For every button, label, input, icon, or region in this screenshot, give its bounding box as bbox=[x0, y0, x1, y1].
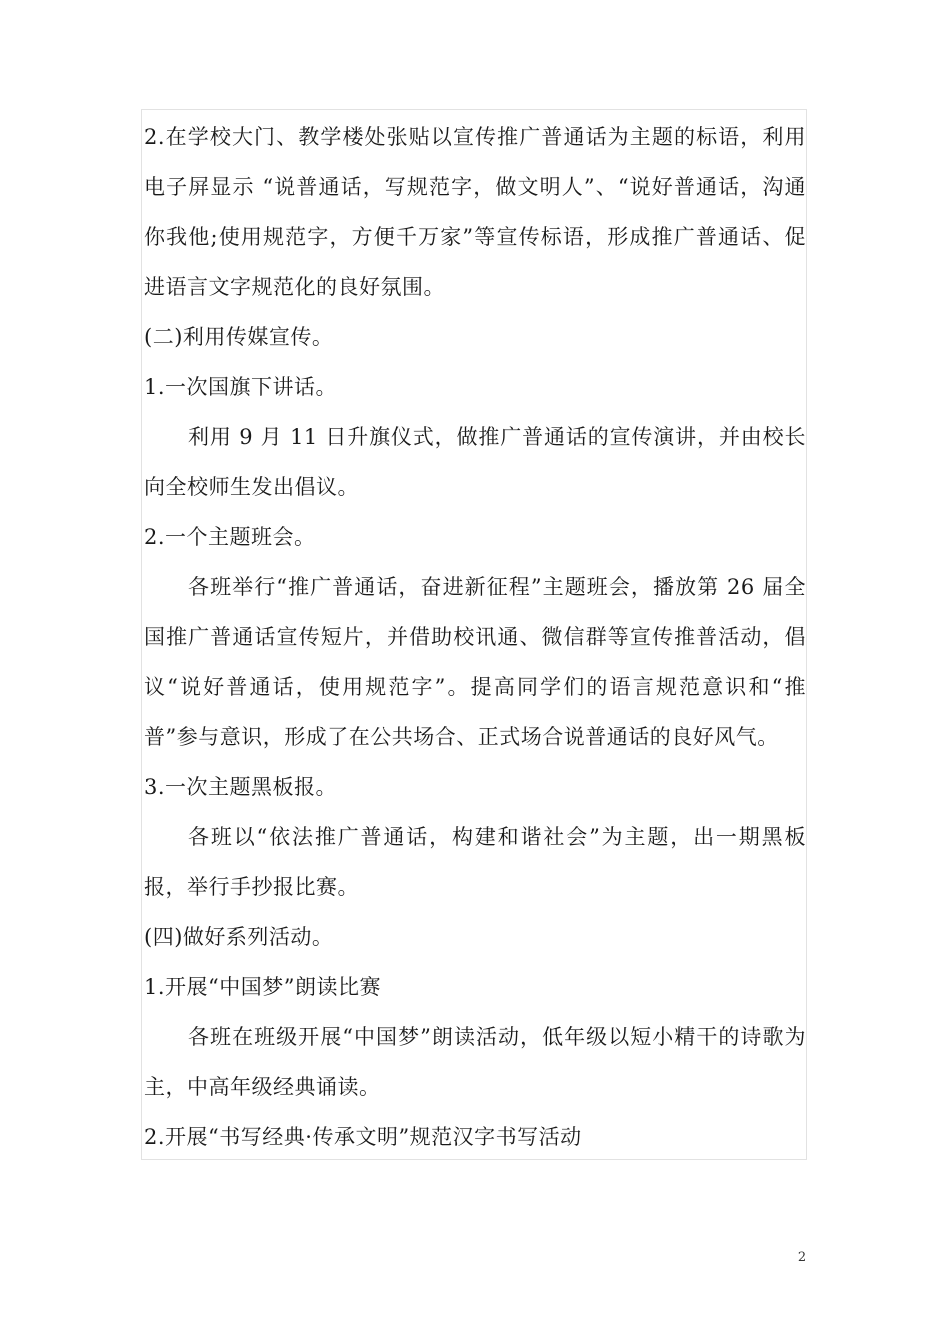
section-heading-activities: (四)做好系列活动。 bbox=[144, 925, 334, 949]
paragraph-class-meeting: 各班举行“推广普通话，奋进新征程”主题班会，播放第 26 届全国推广普通话宣传短片，并借助校讯通、微信群等宣传推普活动，倡议“说好普通话，使用规范字”。提高同学们的语言规范意识和“推普”参与意识，形成了在公共场合、正式场合说普通话的良好风气。 bbox=[144, 575, 806, 749]
paragraph-slogan-posters: 2.在学校大门、教学楼处张贴以宣传推广普通话为主题的标语，利用电子屏显示 “说普通话，写规范字，做文明人”、“说好普通话，沟通你我他;使用规范字，方便千万家”等宣传标语，形成推广普通话、促进语言文字规范化的良好氛围。 bbox=[144, 125, 806, 299]
page-number: 2 bbox=[797, 1250, 807, 1265]
item-heading-flag-speech: 1.一次国旗下讲话。 bbox=[144, 375, 338, 399]
document-body bbox=[144, 112, 806, 1162]
item-heading-reading-contest: 1.开展“中国梦”朗读比赛 bbox=[144, 975, 382, 999]
item-heading-writing-activity: 2.开展“书写经典·传承文明”规范汉字书写活动 bbox=[144, 1125, 582, 1149]
item-heading-blackboard: 3.一次主题黑板报。 bbox=[144, 775, 338, 799]
item-heading-class-meeting: 2.一个主题班会。 bbox=[144, 525, 316, 549]
section-heading-media: (二)利用传媒宣传。 bbox=[144, 325, 334, 349]
paragraph-flag-speech: 利用 9 月 11 日升旗仪式，做推广普通话的宣传演讲，并由校长向全校师生发出倡议。 bbox=[144, 425, 806, 499]
paragraph-blackboard: 各班以“依法推广普通话，构建和谐社会”为主题，出一期黑板报，举行手抄报比赛。 bbox=[144, 825, 806, 899]
paragraph-reading-contest: 各班在班级开展“中国梦”朗读活动，低年级以短小精干的诗歌为主，中高年级经典诵读。 bbox=[144, 1025, 806, 1099]
